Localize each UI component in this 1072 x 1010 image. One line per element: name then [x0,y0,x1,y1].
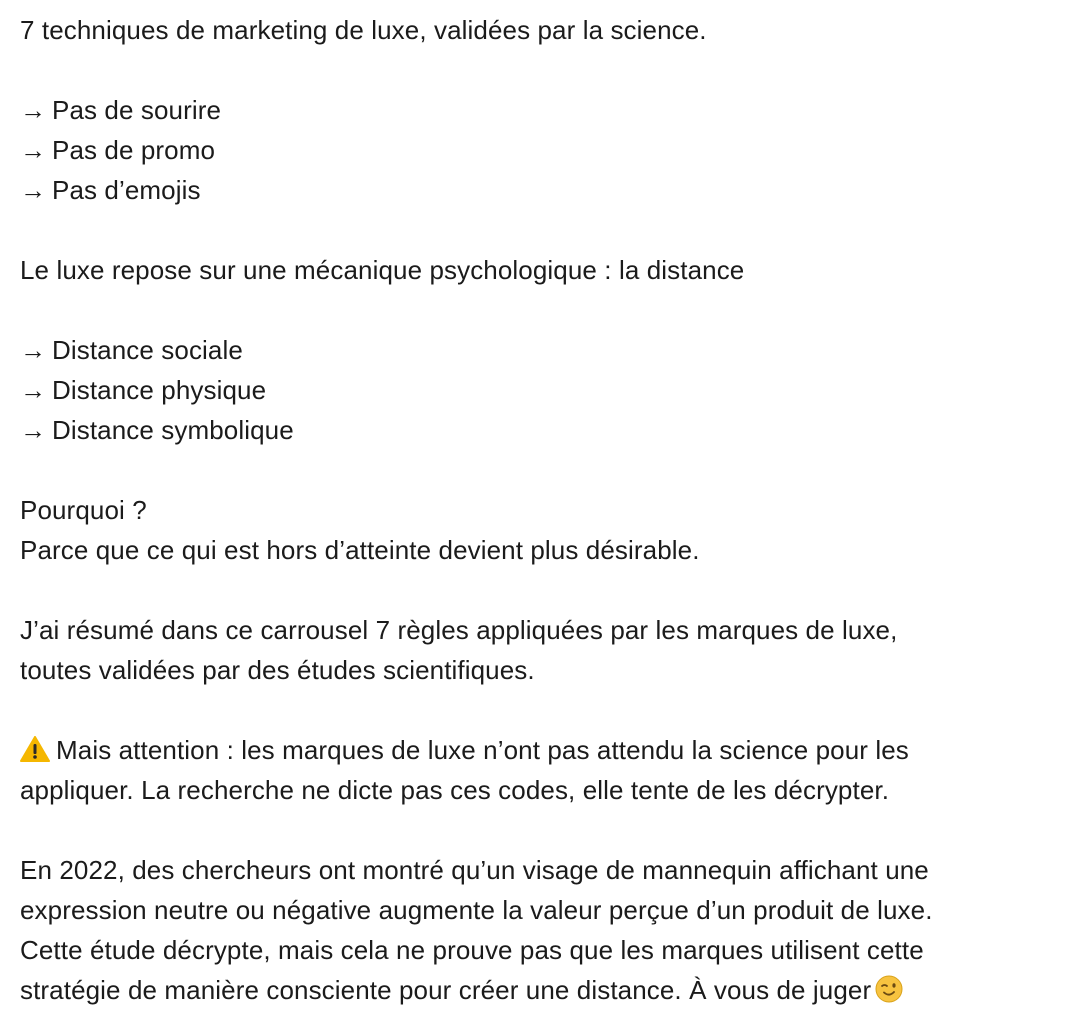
why-answer: Parce que ce qui est hors d’atteinte devient plus désirable. [20,535,700,565]
spacer [20,570,1060,610]
spacer [20,450,1060,490]
post-title: 7 techniques de marketing de luxe, validées par la science. [20,15,707,45]
study-paragraph-line: expression neutre ou négative augmente la valeur perçue d’un produit de luxe. [20,895,933,925]
arrow-icon: → [20,375,47,405]
spacer [20,210,1060,250]
study-paragraph-line: stratégie de manière consciente pour créer une distance. À vous de juger [20,970,1060,1010]
post-text [20,10,1060,1010]
summary-paragraph-line: J’ai résumé dans ce carrousel 7 règles appliquées par les marques de luxe, [20,615,898,645]
list-item: → Pas de sourire [20,90,1060,130]
winking-face-icon [875,975,903,1003]
summary-paragraph-line: toutes validées par des études scientifiques. [20,655,535,685]
arrow-icon: → [20,175,47,205]
list-item: → Pas de promo [20,130,1060,170]
list-item: → Pas d’emojis [20,170,1060,210]
study-paragraph-line: En 2022, des chercheurs ont montré qu’un visage de mannequin affichant une [20,855,929,885]
spacer [20,810,1060,850]
list-item: → Distance symbolique [20,410,1060,450]
spacer [20,290,1060,330]
intro-paragraph: Le luxe repose sur une mécanique psychologique : la distance [20,255,745,285]
spacer [20,690,1060,730]
spacer [20,50,1060,90]
arrow-icon: → [20,415,47,445]
why-question: Pourquoi ? [20,495,147,525]
list-item: → Distance physique [20,370,1060,410]
arrow-icon: → [20,335,47,365]
arrow-icon: → [20,135,47,165]
warning-paragraph-line: Mais attention : les marques de luxe n’ont pas attendu la science pour les [20,730,1060,770]
warning-icon [20,736,50,762]
arrow-icon: → [20,95,47,125]
list-item: → Distance sociale [20,330,1060,370]
study-paragraph-line: Cette étude décrypte, mais cela ne prouve pas que les marques utilisent cette [20,935,924,965]
warning-paragraph-line: appliquer. La recherche ne dicte pas ces codes, elle tente de les décrypter. [20,775,890,805]
